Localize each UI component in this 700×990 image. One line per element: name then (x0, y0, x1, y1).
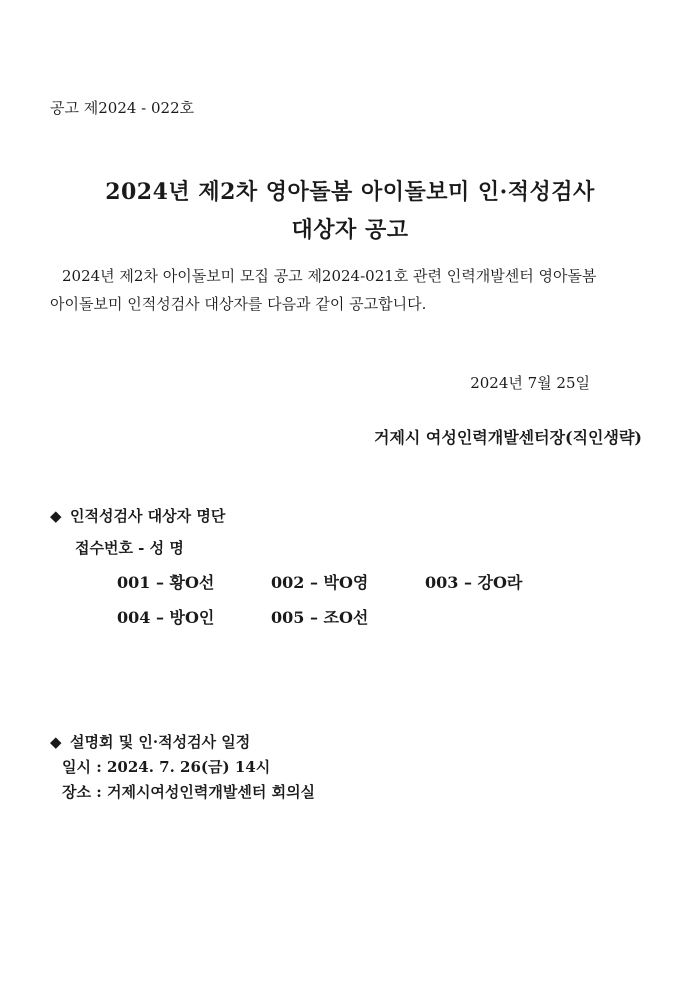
schedule-section-heading (50, 731, 250, 752)
diamond-bullet-icon: ◆ (50, 733, 62, 751)
schedule-heading-text: 설명회 및 인·적성검사 일정 (70, 733, 251, 751)
document-title-line2: 대상자 공고 (291, 217, 409, 243)
body-line-1: 2024년 제2차 아이돌보미 모집 공고 제2024-021호 관련 인력개발센터 영아돌봄 (62, 267, 597, 285)
notice-date: 2024년 7월 25일 (470, 374, 590, 392)
candidate-entry: 002 – 박O영 (271, 573, 369, 592)
notice-number: 공고 제2024 - 022호 (50, 99, 195, 117)
schedule-datetime: 일시 : 2024. 7. 26(금) 14시 (62, 758, 271, 776)
diamond-bullet-icon: ◆ (50, 507, 62, 525)
candidates-section-heading (50, 505, 225, 526)
candidates-column-header: 접수번호 - 성 명 (75, 539, 184, 557)
body-paragraph (50, 262, 660, 318)
candidate-entry: 005 – 조O선 (271, 608, 369, 627)
schedule-place: 장소 : 거제시여성인력개발센터 회의실 (62, 783, 316, 801)
issuer-signature: 거제시 여성인력개발센터장(직인생략) (373, 428, 642, 447)
candidate-entry: 003 – 강O라 (425, 573, 523, 592)
candidate-entry: 001 – 황O선 (117, 573, 215, 592)
document-title-line1: 2024년 제2차 영아돌봄 아이돌보미 인·적성검사 (105, 179, 595, 205)
candidates-heading-text: 인적성검사 대상자 명단 (70, 507, 226, 525)
body-line-2: 아이돌보미 인적성검사 대상자를 다음과 같이 공고합니다. (50, 295, 427, 313)
candidate-entry: 004 – 방O인 (117, 608, 215, 627)
